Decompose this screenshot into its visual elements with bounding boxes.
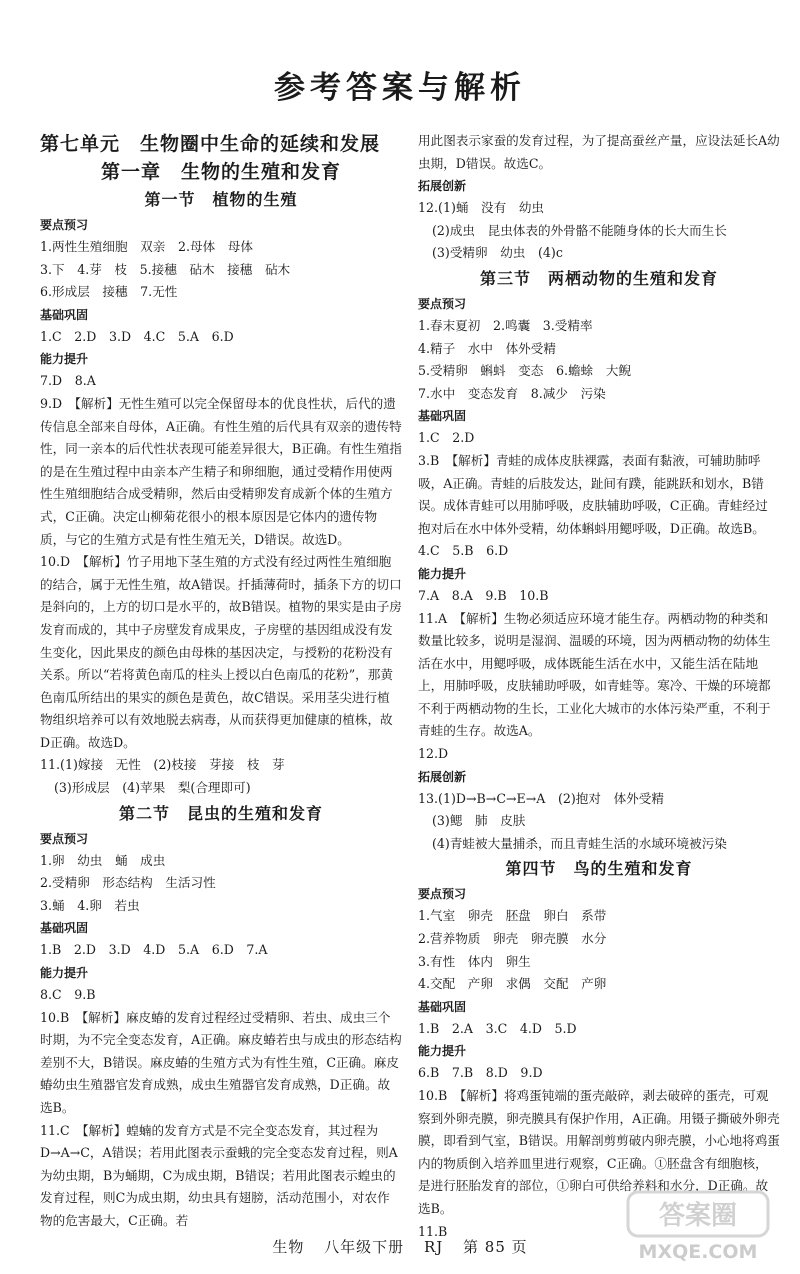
explanation-q10c: 10.B 【解析】将鸡蛋钝端的蛋壳敲碎，剥去破碎的蛋壳，可观察到外卵壳膜，卵壳膜具有保护作用，A正确。用镊子撕破外卵壳膜，即看到气室，B错误。用解剖剪剪破内卵壳膜，小心地将鸡蛋内的物质倒入培养皿里进行观察，C正确。①胚盘含有细胞核，是进行胚胎发育的部位，①卵白可供给养料和水分，D正确。故选B。: [418, 1088, 780, 1216]
left-column: [40, 130, 402, 1233]
answer-line: 6.形成层 接穗 7.无性: [40, 284, 178, 300]
explanation-q10: 10.D 【解析】竹子用地下茎生殖的方式没有经过两性生殖细胞的结合，属于无性生殖，故A错误。扦插薄荷时，插条下方的切口是斜向的，上方的切口是水平的，故B错误。植物的果实是由子房发育而成的，其中子房壁发育成果皮，子房壁的基因组成没有发生变化，因此果皮的颜色由母株的基因决定，与授粉的花粉没有关系。所以“若将黄色南瓜的柱头上授以白色南瓜的花粉”，那黄色南瓜所结出的果实的颜色是黄色，故C错误。采用茎尖进行植物组织培养可以有效地脱去病毒，从而获得更加健康的植株，故D正确。故选D。: [40, 554, 402, 750]
subheading: 基础巩固: [40, 921, 89, 936]
subheading: 基础巩固: [40, 307, 89, 322]
explanation-q11c: 11.C 【解析】蝗蝻的发育方式是不完全变态发育，其过程为D→A→C，A错误；若用此图表示蚕蛾的完全变态发育过程，则A为幼虫期，B为蛹期，C为成虫期，B错误；若用此图表示蝗虫的发育过程，则C为成虫期，幼虫具有翅膀，活动范围小，对农作物的危害最大，C正确。若: [40, 1122, 398, 1228]
explanation-q11e: 11.A 【解析】生物必须适应环境才能生存。两栖动物的种类和数量比较多，说明是湿润、温暖的环境，因为两栖动物的幼体生活在水中，用鳃呼吸，成体既能生活在水中，又能生活在陆地上，用肺呼吸，皮肤辅助呼吸，如青蛙等。寒冷、干燥的环境都不利于两栖动物的生长，工业化大城市的水体污染严重，不利于青蛙的生存。故选A。: [418, 610, 771, 739]
answer-line: 8.C 9.B: [40, 987, 96, 1003]
answer-line: 1.卵 幼虫 蛹 成虫: [40, 852, 166, 868]
answer-line: 1.C 2.D: [418, 430, 475, 446]
answer-line: 11.(1)嫁接 无性 (2)枝接 芽接 枝 芽: [40, 757, 285, 773]
answer-line: 3.蛹 4.卵 若虫: [40, 897, 140, 913]
answer-line: 1.两性生殖细胞 双亲 2.母体 母体: [40, 239, 253, 254]
answer-line: (3)受精卵 幼虫 (4)c: [432, 245, 563, 261]
answer-line: 6.B 7.B 8.D 9.D: [418, 1065, 543, 1081]
answer-line: 11.B: [418, 1223, 448, 1239]
section-title-1: 第一节 植物的生殖: [144, 190, 298, 209]
subheading: 要点预习: [418, 887, 467, 902]
answer-line: 4.C 5.B 6.D: [418, 543, 509, 559]
footer-grade: 八年级下册: [324, 1238, 405, 1256]
answer-line: 5.受精卵 蝌蚪 变态 6.蟾蜍 大鲵: [418, 363, 631, 379]
explanation-q9: 9.D 【解析】无性生殖可以完全保留母本的优良性状，后代的遗传信息全部来自母体，A正确。有性生殖的后代具有双亲的遗传特性，同一亲本的后代性状表现可能差异很大，B正确。有性生殖指的是在生殖过程中由亲本产生精子和卵细胞，通过受精作用使两性生殖细胞结合成受精卵，然后由受精卵发育成新个体的生殖方式，C正确。决定山柳菊花很小的根本原因是它体内的遗传物质，与它的生殖方式是有性生殖无关，D错误。故选D。: [40, 395, 402, 547]
page-title: 参考答案与解析: [274, 70, 526, 106]
explanation-continued: 用此图表示家蚕的发育过程，为了提高蚕丝产量，应设法延长A幼虫期，D错误。故选C。: [418, 133, 780, 171]
answer-line: 1.B 2.D 3.D 4.D 5.A 6.D 7.A: [40, 942, 268, 958]
answer-line: 1.C 2.D 3.D 4.C 5.A 6.D: [40, 328, 234, 344]
subheading: 能力提升: [418, 566, 467, 581]
answer-line: 4.精子 水中 体外受精: [418, 340, 556, 356]
right-column: [418, 130, 780, 1243]
answer-line: 13.(1)D→B→C→E→A (2)抱对 体外受精: [418, 790, 664, 806]
answer-line: 3.下 4.芽 枝 5.接穗 砧木 接穗 砧木: [40, 261, 291, 277]
subheading: 能力提升: [40, 966, 89, 981]
answer-line: 3.有性 体内 卵生: [418, 953, 531, 969]
subheading: 拓展创新: [418, 769, 467, 784]
footer-edition: RJ: [423, 1238, 444, 1256]
footer-page-number: 第 85 页: [463, 1238, 528, 1256]
watermark-url: MXQE.COM: [638, 1241, 758, 1263]
answer-line: 4.交配 产卵 求偶 交配 产卵: [418, 976, 607, 992]
subheading: 基础巩固: [418, 409, 467, 424]
answer-line: (3)形成层 (4)苹果 梨(合理即可): [54, 780, 251, 796]
subheading: 要点预习: [40, 831, 89, 846]
watermark-logo-text: 答案圈: [658, 1201, 738, 1231]
answer-line: 12.D: [418, 746, 449, 762]
explanation-q10b: 10.B 【解析】麻皮蝽的发育过程经过受精卵、若虫、成虫三个时期，为不完全变态发育，A正确。麻皮蝽若虫与成虫的形态结构差别不大，B错误。麻皮蝽的生殖方式为有性生殖，C正确。麻皮蝽幼虫生殖器官发育成熟，成虫生殖器官发育成熟，D正确。故选B。: [40, 1009, 402, 1115]
subheading: 要点预习: [40, 218, 89, 232]
answer-line: 2.营养物质 卵壳 卵壳膜 水分: [418, 931, 607, 947]
answer-line: (2)成虫 昆虫体表的外骨骼不能随身体的长大而生长: [432, 222, 727, 238]
answer-line: 1.B 2.A 3.C 4.D 5.D: [418, 1020, 577, 1036]
answer-line: 7.A 8.A 9.B 10.B: [418, 587, 549, 603]
subheading: 能力提升: [418, 1044, 467, 1059]
answer-line: (4)青蛙被大量捕杀，而且青蛙生活的水域环境被污染: [432, 835, 727, 851]
footer-subject: 生物: [272, 1238, 305, 1256]
answer-line: 7.D 8.A: [40, 373, 96, 389]
section-title-3: 第三节 两栖动物的生殖和发育: [479, 268, 718, 288]
answer-line: 2.受精卵 形态结构 生活习性: [40, 875, 216, 891]
answer-line: 1.气室 卵壳 胚盘 卵白 系带: [418, 908, 607, 924]
chapter-title: 第一章 生物的生殖和发育: [100, 161, 341, 183]
subheading: 能力提升: [40, 352, 89, 367]
answer-line: (3)鳃 肺 皮肤: [432, 813, 526, 829]
subheading: 拓展创新: [418, 179, 467, 194]
answer-line: 7.水中 变态发育 8.减少 污染: [418, 385, 606, 401]
section-title-4: 第四节 鸟的生殖和发育: [505, 859, 693, 879]
explanation-q3: 3.B 【解析】青蛙的成体皮肤裸露，表面有黏液，可辅助肺呼吸，A正确。青蛙的后肢发达，趾间有蹼，能跳跃和划水，B错误。成体青蛙可以用肺呼吸，皮肤辅助呼吸，C正确。青蛙经过抱对后在水中体外受精，幼体蝌蚪用鳃呼吸，D正确。故选B。: [418, 452, 768, 536]
subheading: 基础巩固: [418, 999, 467, 1014]
watermark-logo: [624, 1186, 772, 1264]
answer-line: 12.(1)蛹 没有 幼虫: [418, 200, 545, 216]
unit-title: 第七单元 生物圈中生命的延续和发展: [40, 133, 381, 155]
section-title-2: 第二节 昆虫的生殖和发育: [118, 803, 323, 823]
answer-line: 1.春末夏初 2.鸣囊 3.受精率: [418, 317, 593, 333]
subheading: 要点预习: [418, 296, 467, 311]
